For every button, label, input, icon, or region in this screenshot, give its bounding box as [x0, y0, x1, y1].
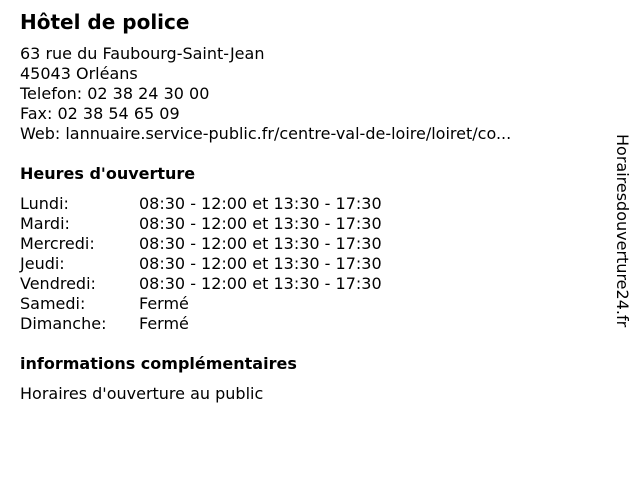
street-address: 63 rue du Faubourg-Saint-Jean — [20, 44, 265, 63]
opening-hours-heading: Heures d'ouverture — [20, 164, 196, 183]
city-address: 45043 Orléans — [20, 64, 138, 83]
time-value: 08:30 - 12:00 et 13:30 - 17:30 — [139, 274, 382, 293]
time-value: Fermé — [139, 294, 189, 313]
time-value: Fermé — [139, 314, 189, 333]
day-label: Lundi: — [20, 194, 69, 213]
site-watermark: Horairesdouverture24.fr — [613, 134, 632, 328]
time-value: 08:30 - 12:00 et 13:30 - 17:30 — [139, 234, 382, 253]
day-label: Vendredi: — [20, 274, 96, 293]
day-label: Jeudi: — [20, 254, 65, 273]
fax-number: Fax: 02 38 54 65 09 — [20, 104, 180, 123]
additional-info-text: Horaires d'ouverture au public — [20, 384, 264, 403]
page-title: Hôtel de police — [20, 10, 190, 34]
time-value: 08:30 - 12:00 et 13:30 - 17:30 — [139, 194, 382, 213]
day-label: Dimanche: — [20, 314, 107, 333]
address-block — [20, 44, 511, 144]
day-label: Mardi: — [20, 214, 70, 233]
additional-info-heading: informations complémentaires — [20, 354, 297, 373]
day-label: Mercredi: — [20, 234, 95, 253]
website-link[interactable]: Web: lannuaire.service-public.fr/centre-val-de-loire/loiret/co... — [20, 124, 512, 143]
day-label: Samedi: — [20, 294, 86, 313]
time-value: 08:30 - 12:00 et 13:30 - 17:30 — [139, 214, 382, 233]
time-value: 08:30 - 12:00 et 13:30 - 17:30 — [139, 254, 382, 273]
phone-number: Telefon: 02 38 24 30 00 — [20, 84, 210, 103]
